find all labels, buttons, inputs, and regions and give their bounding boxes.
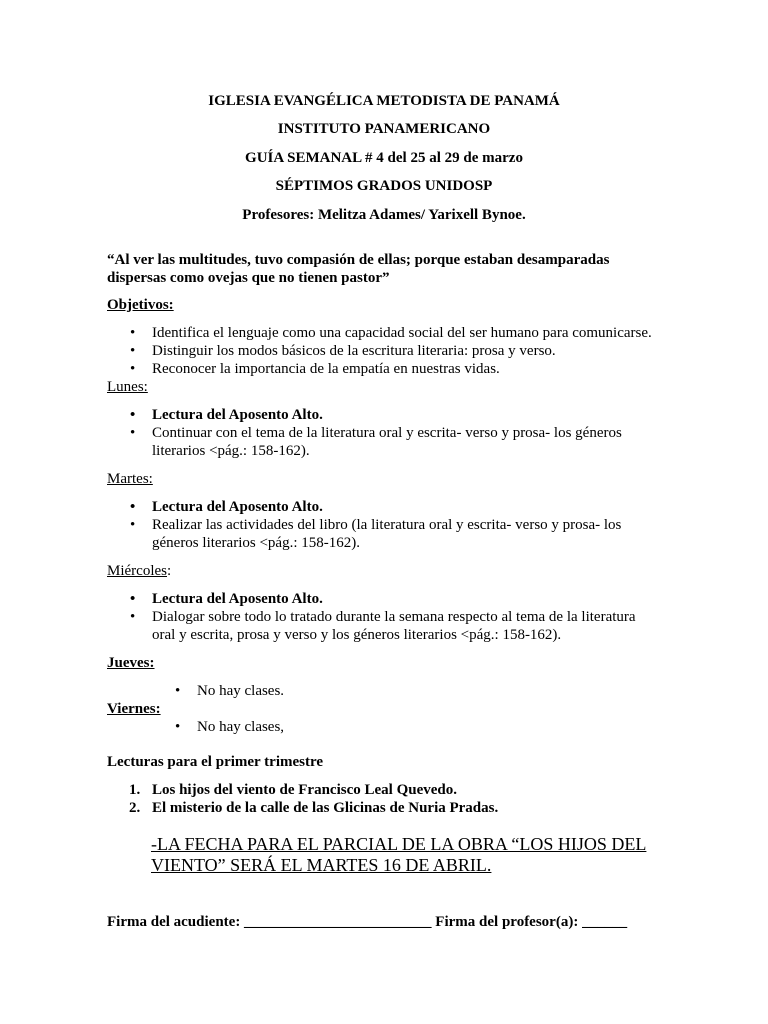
wednesday-list <box>107 590 662 644</box>
wednesday-heading-line <box>107 562 171 580</box>
list-item: • Reconocer la importancia de la empatía en nuestras vidas. <box>107 360 687 378</box>
exam-notice: -LA FECHA PARA EL PARCIAL DE LA OBRA “LOS HIJOS DEL VIENTO” SERÁ EL MARTES 16 DE ABRIL. <box>151 834 647 875</box>
list-item: • No hay clases. <box>152 682 552 700</box>
header-guide-title: GUÍA SEMANAL # 4 del 25 al 29 de marzo <box>245 150 523 166</box>
friday-heading: Viernes: <box>107 701 161 717</box>
list-item <box>107 781 667 799</box>
monday-list <box>107 406 652 460</box>
list-item: • Distinguir los modos básicos de la escritura literaria: prosa y verso. <box>107 342 687 360</box>
list-item: • Dialogar sobre todo lo tratado durante la semana respecto al tema de la literatura oral y escrita, prosa y verso y los géneros literarios <pág.: 158-162). <box>107 608 662 644</box>
header-grades: SÉPTIMOS GRADOS UNIDOSP <box>275 178 493 194</box>
list-item: • Lectura del Aposento Alto. <box>107 590 662 608</box>
list-item: • Identifica el lenguaje como una capacidad social del ser humano para comunicarse. <box>107 324 687 342</box>
list-item-text: Los hijos del viento de Francisco Leal Quevedo. <box>152 782 457 798</box>
list-item: • Lectura del Aposento Alto. <box>107 498 642 516</box>
monday-heading: Lunes: <box>107 379 148 395</box>
list-item-text: El misterio de la calle de las Glicinas de Nuria Pradas. <box>152 800 499 816</box>
readings-heading: Lecturas para el primer trimestre <box>107 754 324 770</box>
tuesday-heading: Martes: <box>107 471 153 487</box>
list-item: • Realizar las actividades del libro (la literatura oral y escrita- verso y prosa- los géneros literarios <pág.: 158-162). <box>107 516 642 552</box>
list-item-number: 2. <box>129 800 141 816</box>
wednesday-heading: Miércoles <box>107 563 167 579</box>
header-institute: INSTITUTO PANAMERICANO <box>277 121 491 137</box>
tuesday-list <box>107 498 642 552</box>
friday-list <box>152 718 552 736</box>
header-church: IGLESIA EVANGÉLICA METODISTA DE PANAMÁ <box>208 93 560 109</box>
objectives-heading: Objetivos: <box>107 297 174 313</box>
signature-line: Firma del acudiente: _________________________ Firma del profesor(a): ______ <box>107 914 628 930</box>
thursday-list <box>152 682 552 700</box>
thursday-heading: Jueves: <box>107 655 155 671</box>
readings-list <box>107 781 667 817</box>
list-item: • Continuar con el tema de la literatura oral y escrita- verso y prosa- los géneros literarios <pág.: 158-162). <box>107 424 652 460</box>
bible-quote: “Al ver las multitudes, tuvo compasión de ellas; porque estaban desamparadas dispersas como ovejas que no tienen pastor” <box>107 252 610 286</box>
list-item: • No hay clases, <box>152 718 552 736</box>
list-item <box>107 799 667 817</box>
wednesday-heading-colon: : <box>166 563 172 579</box>
list-item-number: 1. <box>129 782 141 798</box>
list-item: • Lectura del Aposento Alto. <box>107 406 652 424</box>
objectives-list <box>107 324 687 378</box>
header-teachers: Profesores: Melitza Adames/ Yarixell Bynoe. <box>242 207 526 223</box>
